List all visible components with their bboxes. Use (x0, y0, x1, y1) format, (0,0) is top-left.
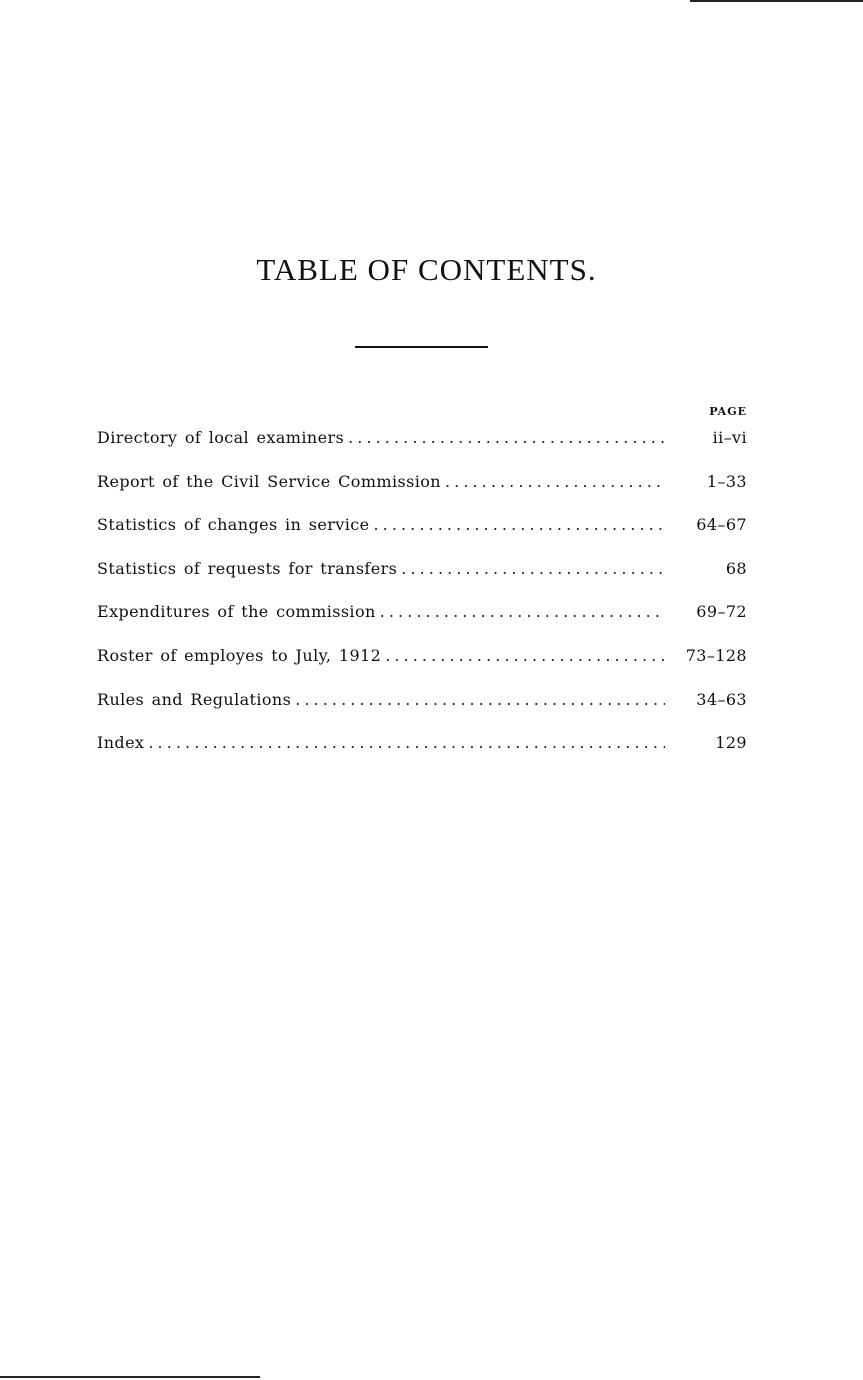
toc-entry (97, 472, 747, 516)
toc-entry (97, 515, 747, 559)
toc-entry-title: Expenditures of the commission (97, 602, 376, 622)
toc-entry-title: Directory of local examiners (97, 428, 345, 447)
toc-entry (97, 428, 747, 472)
toc-entry-title: Rules and Regulations (97, 689, 292, 709)
toc-entry-title: Roster of employes to July, 1912 (97, 645, 382, 665)
toc-entry (97, 690, 747, 734)
toc-entry-page: 129 (715, 733, 747, 753)
dot-leader (148, 733, 665, 752)
dot-leader (385, 646, 665, 665)
toc-entry-title: Statistics of requests for transfers (97, 558, 398, 578)
toc-entry (97, 733, 747, 777)
toc-entry-title: Statistics of changes in service (97, 515, 370, 535)
toc-entry (97, 646, 747, 690)
table-of-contents-list (97, 428, 747, 777)
toc-entry-title: Index (97, 733, 145, 753)
bottom-edge-rule (0, 1376, 260, 1378)
toc-entry-page: 69–72 (696, 602, 747, 622)
toc-entry-page: 34–63 (696, 689, 747, 709)
page-column-header: PAGE (709, 405, 747, 418)
toc-entry (97, 559, 747, 603)
dot-leader (295, 690, 665, 709)
toc-entry (97, 602, 747, 646)
toc-entry-page: 1–33 (706, 471, 747, 491)
dot-leader (445, 472, 665, 491)
toc-entry-page: 64–67 (696, 515, 747, 535)
dot-leader (401, 559, 665, 578)
toc-entry-page: 73–128 (685, 645, 747, 665)
dot-leader (348, 428, 665, 447)
toc-entry-title: Report of the Civil Service Commission (97, 471, 441, 491)
top-edge-rule (690, 0, 863, 2)
page-title: TABLE OF CONTENTS. (256, 252, 597, 287)
title-underline-rule (355, 346, 488, 348)
dot-leader (373, 515, 665, 534)
toc-entry-page: ii–vi (712, 428, 747, 447)
dot-leader (380, 602, 665, 621)
toc-entry-page: 68 (725, 558, 747, 578)
